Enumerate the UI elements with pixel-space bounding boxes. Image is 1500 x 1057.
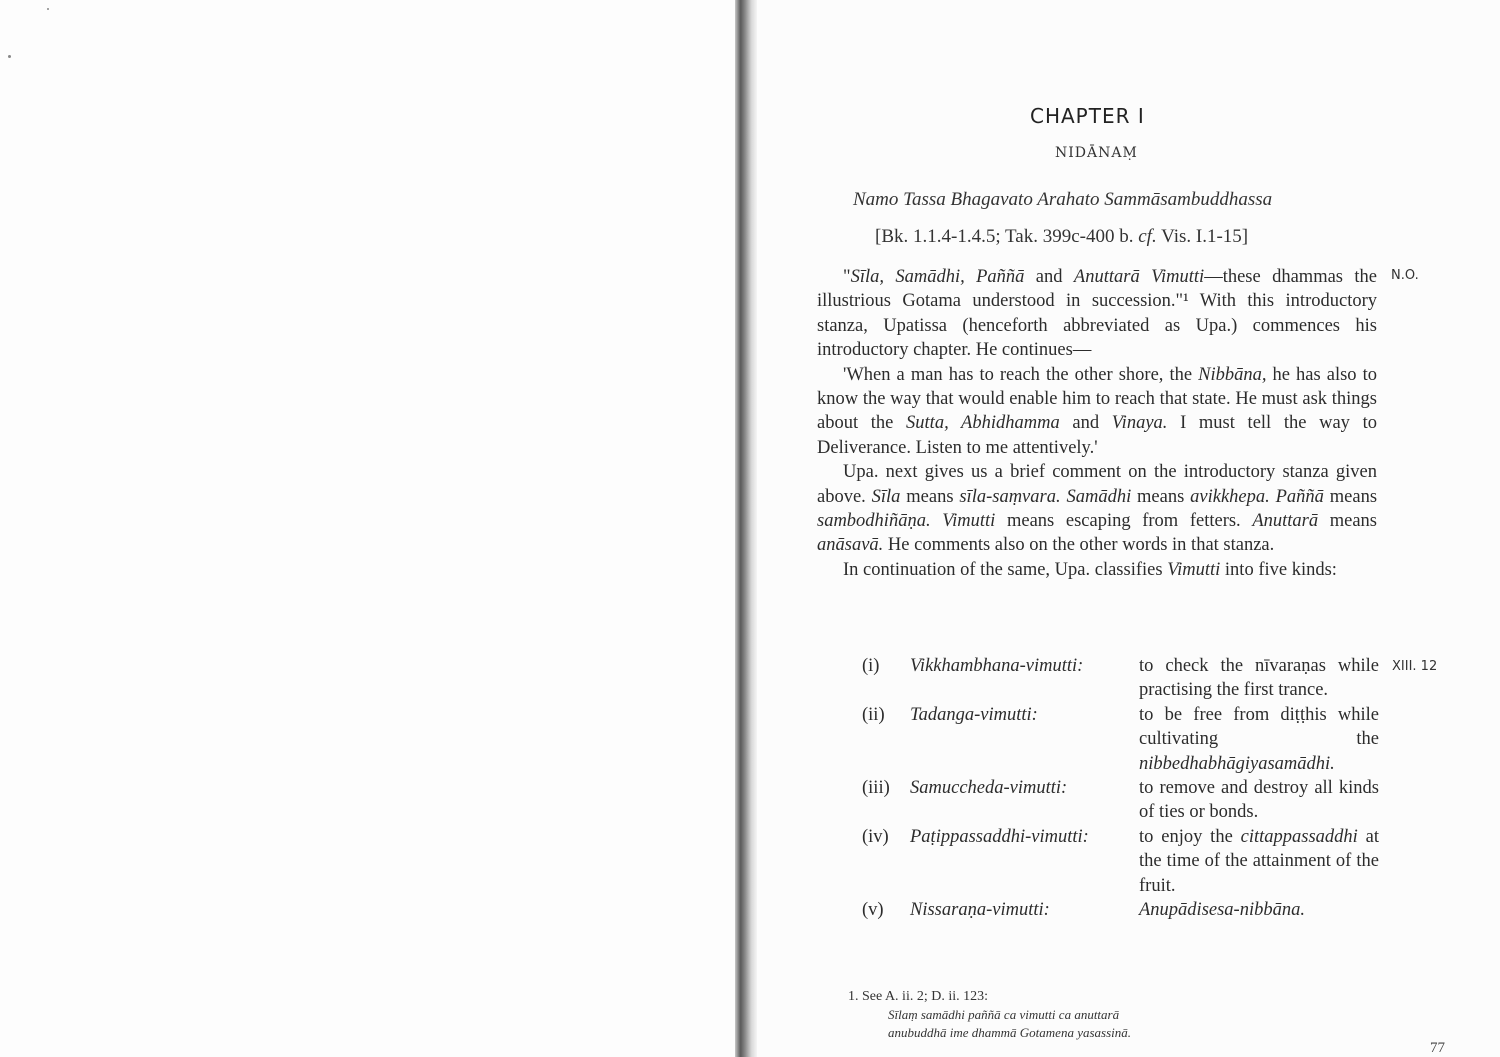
item-number: (ii) [862, 704, 885, 725]
list-item [817, 776, 1382, 825]
chapter-title: CHAPTER I [1030, 104, 1145, 128]
paragraph-2 [817, 363, 1377, 461]
page-number: 77 [1430, 1040, 1445, 1056]
item-term: Tadanga-vimutti: [910, 704, 1038, 725]
text-run: means [1131, 486, 1191, 507]
source-reference [875, 226, 1248, 248]
item-description [1139, 776, 1379, 825]
vimutti-kinds-list [817, 654, 1382, 922]
item-description [1139, 654, 1379, 703]
paragraph-3 [817, 460, 1377, 558]
body-text [817, 265, 1377, 582]
text-run: —these dhammas the illustrious Gotama understood in succession."¹ With this introductory stanza, Upatissa (henceforth abbreviated as Upa.) commences his introductory chapter. He continues— [817, 267, 1377, 361]
footnote-reference: 1. See A. ii. 2; D. ii. 123: [848, 989, 988, 1004]
reference-post: Vis. I.1-15] [1156, 226, 1249, 247]
text-run-italic: anāsavā. [817, 535, 884, 556]
text-run-italic: Vimutti [1167, 559, 1221, 580]
text-run: means escaping from fetters. [995, 511, 1253, 532]
text-run: Upa. next gives us a brief comment on the introductory stanza given above. [817, 462, 1377, 507]
text-run: means [1323, 486, 1378, 507]
item-number: (iv) [862, 826, 889, 847]
footnote-verse-2: anubuddhā ime dhammā Gotamena yasassinā. [888, 1025, 1132, 1040]
text-run: In continuation of the same, Upa. classifies [843, 559, 1168, 580]
item-description [1139, 703, 1379, 776]
item-term: Paṭippassaddhi-vimutti: [910, 826, 1089, 847]
list-item [817, 825, 1382, 898]
paragraph-4 [817, 558, 1377, 582]
text-run: I must tell the way to Deliverance. Listen to me attentively.' [817, 413, 1377, 458]
list-item [817, 703, 1382, 776]
item-description [1139, 898, 1379, 922]
text-run: to check the nīvaraṇas while practising the first trance. [1139, 656, 1379, 701]
text-run-italic: Anupādisesa-nibbāna. [1139, 900, 1305, 921]
left-page-blank [0, 0, 735, 1057]
text-run-italic: Sīla, Samādhi, Paññā [850, 267, 1025, 287]
text-run: He comments also on the other words in that stanza. [883, 535, 1275, 556]
text-run-italic: Vimutti [942, 511, 996, 532]
text-run-italic: Samādhi [1066, 486, 1132, 507]
item-term: Samuccheda-vimutti: [910, 778, 1068, 799]
text-run-italic: Anuttarā [1252, 511, 1319, 532]
text-run: to remove and destroy all kinds of ties or bonds. [1139, 778, 1379, 823]
reference-cf: cf. [1138, 226, 1157, 247]
text-run-italic: sīla-saṃvara. [959, 486, 1061, 507]
text-run-italic: nibbedhabhāgiyasamādhi. [1139, 753, 1335, 774]
text-run-italic: Anuttarā Vimutti [1073, 267, 1205, 287]
paragraph-1 [817, 265, 1377, 363]
item-number: (i) [862, 656, 880, 676]
text-run: means [900, 486, 960, 507]
text-run-italic: Sutta, Abhidhamma [906, 413, 1060, 434]
text-run-italic: Sīla [871, 486, 901, 507]
text-run: to be free from diṭṭhis while cultivating the [1139, 704, 1379, 750]
text-run-italic: sambodhiñāṇa. [817, 511, 931, 532]
text-run-italic: Vinaya. [1111, 413, 1168, 434]
text-run-italic: cittappassaddhi [1240, 826, 1358, 847]
item-number: (iii) [862, 778, 890, 799]
text-run: into five kinds: [1220, 559, 1337, 580]
footnote [848, 988, 1408, 1042]
footnote-verse-1: Sīlaṃ samādhi paññā ca vimutti ca anuttarā [888, 1007, 1120, 1022]
scan-speck [8, 55, 11, 58]
text-run: and [1059, 413, 1112, 434]
text-run [931, 511, 943, 531]
text-run: 'When a man has to reach the other shore, the [843, 364, 1199, 385]
margin-note-xiii: XIII. 12 [1392, 659, 1438, 674]
scan-speck [47, 8, 49, 10]
list-item [817, 898, 1382, 922]
text-run: and [1024, 267, 1074, 287]
item-term: Nissaraṇa-vimutti: [910, 900, 1050, 921]
text-run: at the time of the attainment of the fruit. [1139, 826, 1379, 896]
text-run: he has also to know the way that would enable him to reach that state. He must ask things about the [817, 364, 1377, 434]
margin-note-no: N.O. [1391, 268, 1419, 283]
invocation-line: Namo Tassa Bhagavato Arahato Sammāsambuddhassa [853, 189, 1273, 210]
list-item [817, 654, 1382, 703]
item-number: (v) [862, 900, 884, 921]
book-gutter [735, 0, 757, 1057]
item-term: Vikkhambhana-vimutti: [910, 656, 1084, 676]
text-run-italic: Nibbāna, [1198, 364, 1267, 385]
text-run-italic: Paññā [1275, 486, 1324, 507]
chapter-subtitle: NIDĀNAṂ [1055, 145, 1138, 161]
text-run: means [1318, 511, 1378, 532]
reference-pre: [Bk. 1.1.4-1.4.5; Tak. 399c-400 b. [875, 226, 1139, 247]
text-run: to enjoy the [1139, 826, 1241, 847]
item-description [1139, 825, 1379, 898]
text-run: " [843, 267, 851, 287]
text-run-italic: avikkhepa. [1190, 486, 1270, 507]
